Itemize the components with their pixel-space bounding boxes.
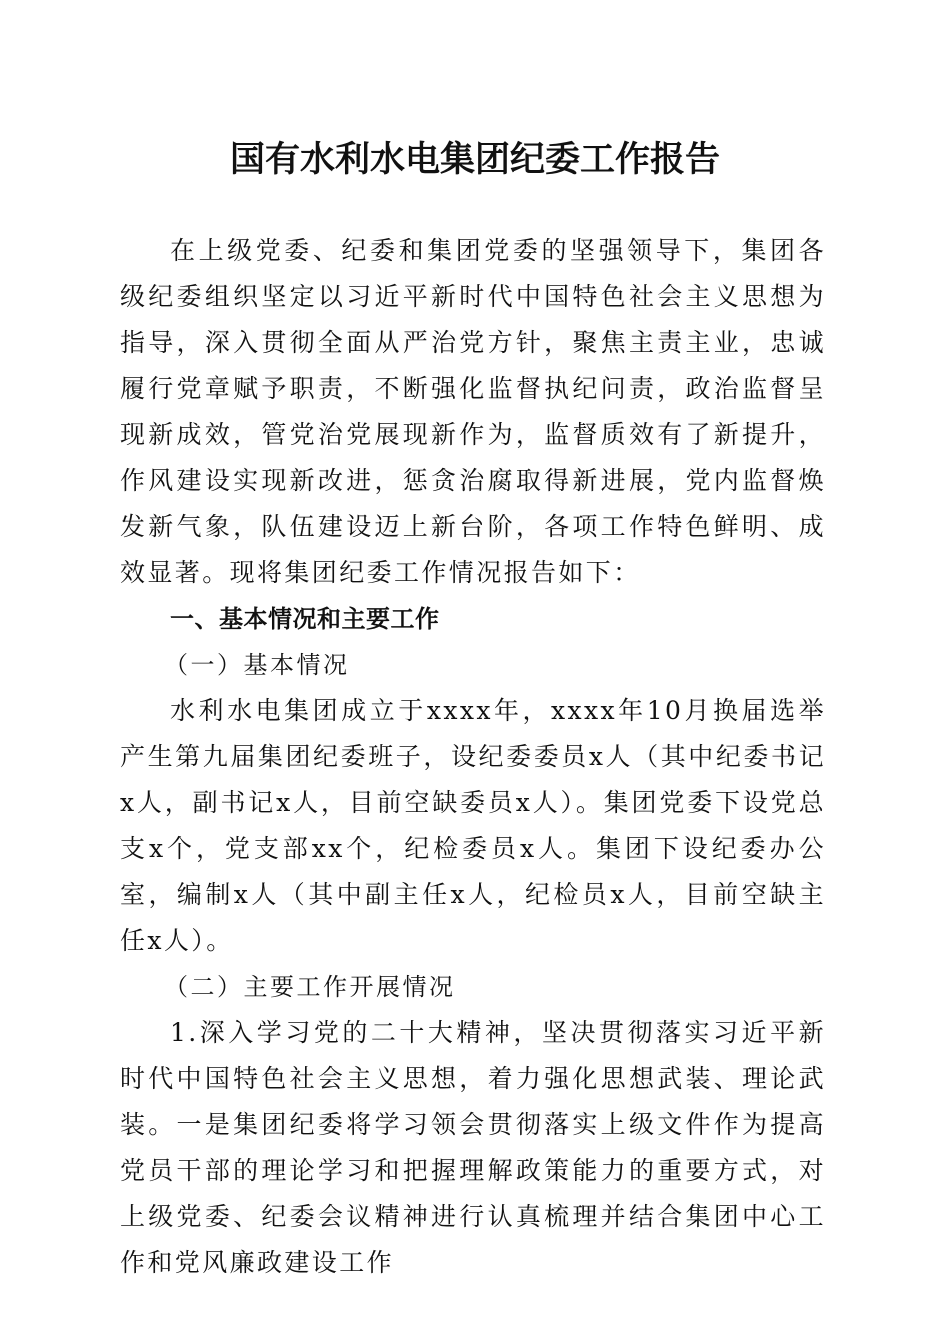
subsection-heading-basic-situation: （一）基本情况 [164,651,350,679]
section-heading-basic-and-main-work: 一、基本情况和主要工作 [170,605,440,633]
intro-paragraph: 在上级党委、纪委和集团党委的坚强领导下，集团各级纪委组织坚定以习近平新时代中国特色社会主义思想为指导，深入贯彻全面从严治党方针，聚焦主责主业，忠诚履行党章赋予职责，不断强化监督执纪问责，政治监督呈现新成效，管党治党展现新作为，监督质效有了新提升，作风建设实现新改进，惩贪治腐取得新进展，党内监督焕发新气象，队伍建设迈上新台阶，各项工作特色鲜明、成效显著。现将集团纪委工作情况报告如下： [120,236,826,587]
document-body [120,228,826,1286]
document-title: 国有水利水电集团纪委工作报告 [229,140,720,180]
main-work-item-1-paragraph: 1.深入学习党的二十大精神，坚决贯彻落实习近平新时代中国特色社会主义思想，着力强化思想武装、理论武装。一是集团纪委将学习领会贯彻落实上级文件作为提高党员干部的理论学习和把握理解政策能力的重要方式，对上级党委、纪委会议精神进行认真梳理并结合集团中心工作和党风廉政建设工作 [120,1018,826,1277]
basic-situation-paragraph: 水利水电集团成立于xxxx年，xxxx年10月换届选举产生第九届集团纪委班子，设纪委委员x人（其中纪委书记x人，副书记x人，目前空缺委员x人）。集团党委下设党总支x个，党支部xx个，纪检委员x人。集团下设纪委办公室，编制x人（其中副主任x人，纪检员x人，目前空缺主任x人）。 [120,696,826,955]
subsection-heading-main-work: （二）主要工作开展情况 [164,973,456,1001]
